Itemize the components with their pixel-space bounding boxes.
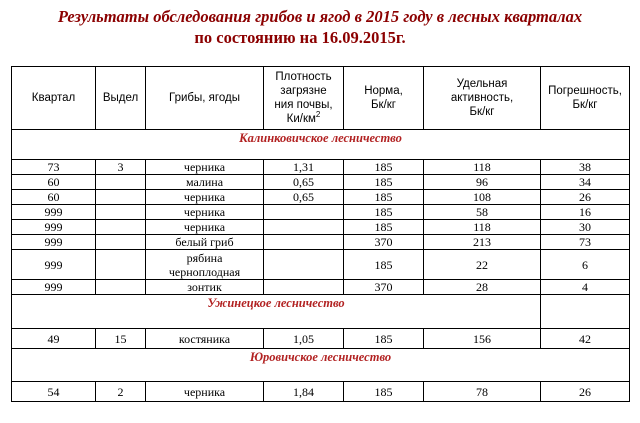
cell-kvartal: 999 — [12, 235, 96, 250]
cell-griby: белый гриб — [146, 235, 264, 250]
cell-vydel — [96, 220, 146, 235]
cell-plotnost — [264, 235, 344, 250]
cell-plotnost — [264, 280, 344, 295]
cell-pogreshnost: 30 — [541, 220, 630, 235]
cell-pogreshnost: 73 — [541, 235, 630, 250]
table-row — [12, 280, 630, 295]
cell-norma: 185 — [344, 175, 424, 190]
document-title-line2: по состоянию на 16.09.2015г. — [194, 28, 406, 47]
cell-griby: зонтик — [146, 280, 264, 295]
results-table — [11, 66, 630, 402]
col-header-norma — [344, 67, 424, 130]
section-empty-cell — [541, 295, 630, 329]
plotnost-line3: ния почвы, — [274, 99, 333, 111]
cell-plotnost: 1,05 — [264, 329, 344, 349]
cell-pogreshnost: 4 — [541, 280, 630, 295]
norma-line1: Норма, — [364, 85, 403, 97]
ryabina-line1: рябина — [186, 250, 223, 265]
table-row — [12, 250, 630, 280]
cell-norma: 185 — [344, 205, 424, 220]
cell-ud: 58 — [424, 205, 541, 220]
pog-line2: Бк/кг — [572, 99, 598, 111]
cell-norma: 370 — [344, 280, 424, 295]
cell-plotnost: 1,84 — [264, 382, 344, 402]
section-title: Юровичское лесничество — [12, 349, 630, 382]
cell-pogreshnost: 38 — [541, 160, 630, 175]
cell-norma: 185 — [344, 190, 424, 205]
cell-pogreshnost: 34 — [541, 175, 630, 190]
cell-ud: 108 — [424, 190, 541, 205]
cell-kvartal: 999 — [12, 220, 96, 235]
plotnost-line2: загрязне — [280, 85, 327, 97]
cell-griby: черника — [146, 382, 264, 402]
cell-plotnost: 1,31 — [264, 160, 344, 175]
cell-plotnost: 0,65 — [264, 175, 344, 190]
cell-vydel — [96, 205, 146, 220]
cell-ud: 156 — [424, 329, 541, 349]
cell-ud: 28 — [424, 280, 541, 295]
ud-line2: активность, — [450, 92, 514, 104]
table-row — [12, 329, 630, 349]
plotnost-line1: Плотность — [275, 71, 332, 83]
pog-line1: Погрешность, — [548, 85, 622, 97]
cell-ud: 22 — [424, 250, 541, 280]
table-row — [12, 190, 630, 205]
cell-griby: костяника — [146, 329, 264, 349]
document-title-line1: Результаты обследования грибов и ягод в 2015 году в лесных кварталах — [57, 7, 583, 26]
plotnost-line4: Ки/км — [286, 113, 316, 125]
cell-vydel — [96, 250, 146, 280]
col-header-griby: Грибы, ягоды — [146, 67, 264, 130]
cell-vydel — [96, 280, 146, 295]
section-row — [12, 130, 630, 160]
plotnost-superscript: 2 — [315, 110, 321, 120]
cell-vydel — [96, 235, 146, 250]
cell-vydel: 3 — [96, 160, 146, 175]
cell-ud: 96 — [424, 175, 541, 190]
cell-kvartal: 999 — [12, 205, 96, 220]
cell-pogreshnost: 6 — [541, 250, 630, 280]
cell-griby: черника — [146, 205, 264, 220]
table-row — [12, 382, 630, 402]
ud-line3: Бк/кг — [469, 106, 495, 118]
cell-ud: 213 — [424, 235, 541, 250]
cell-ud: 118 — [424, 160, 541, 175]
table-row — [12, 160, 630, 175]
cell-plotnost — [264, 205, 344, 220]
section-row — [12, 295, 630, 329]
table-row — [12, 205, 630, 220]
header-row — [12, 67, 630, 130]
section-row — [12, 349, 630, 382]
cell-ud: 118 — [424, 220, 541, 235]
cell-plotnost: 0,65 — [264, 190, 344, 205]
cell-vydel — [96, 175, 146, 190]
col-header-vydel: Выдел — [96, 67, 146, 130]
cell-griby: малина — [146, 175, 264, 190]
cell-griby — [146, 250, 264, 280]
cell-pogreshnost: 26 — [541, 190, 630, 205]
ud-line1: Удельная — [456, 78, 508, 90]
cell-kvartal: 60 — [12, 175, 96, 190]
table-row — [12, 220, 630, 235]
col-header-ud — [424, 67, 541, 130]
cell-kvartal: 49 — [12, 329, 96, 349]
cell-pogreshnost: 42 — [541, 329, 630, 349]
cell-pogreshnost: 26 — [541, 382, 630, 402]
col-header-pogreshnost — [541, 67, 630, 130]
cell-kvartal: 999 — [12, 280, 96, 295]
cell-kvartal: 999 — [12, 250, 96, 280]
cell-vydel: 15 — [96, 329, 146, 349]
section-title: Калинковичское лесничество — [12, 130, 630, 160]
cell-norma: 185 — [344, 160, 424, 175]
table-row — [12, 175, 630, 190]
cell-vydel: 2 — [96, 382, 146, 402]
cell-griby: черника — [146, 220, 264, 235]
col-header-plotnost — [264, 67, 344, 130]
cell-ud: 78 — [424, 382, 541, 402]
cell-pogreshnost: 16 — [541, 205, 630, 220]
table-row — [12, 235, 630, 250]
cell-vydel — [96, 190, 146, 205]
cell-norma: 185 — [344, 382, 424, 402]
norma-line2: Бк/кг — [371, 99, 396, 111]
cell-kvartal: 73 — [12, 160, 96, 175]
cell-griby: черника — [146, 160, 264, 175]
cell-plotnost — [264, 250, 344, 280]
cell-norma: 185 — [344, 250, 424, 280]
cell-norma: 370 — [344, 235, 424, 250]
cell-kvartal: 54 — [12, 382, 96, 402]
ryabina-line2: черноплодная — [168, 264, 241, 279]
cell-norma: 185 — [344, 329, 424, 349]
cell-griby: черника — [146, 190, 264, 205]
col-header-kvartal: Квартал — [12, 67, 96, 130]
cell-kvartal: 60 — [12, 190, 96, 205]
section-title: Ужинецкое лесничество — [12, 295, 541, 329]
cell-norma: 185 — [344, 220, 424, 235]
cell-plotnost — [264, 220, 344, 235]
